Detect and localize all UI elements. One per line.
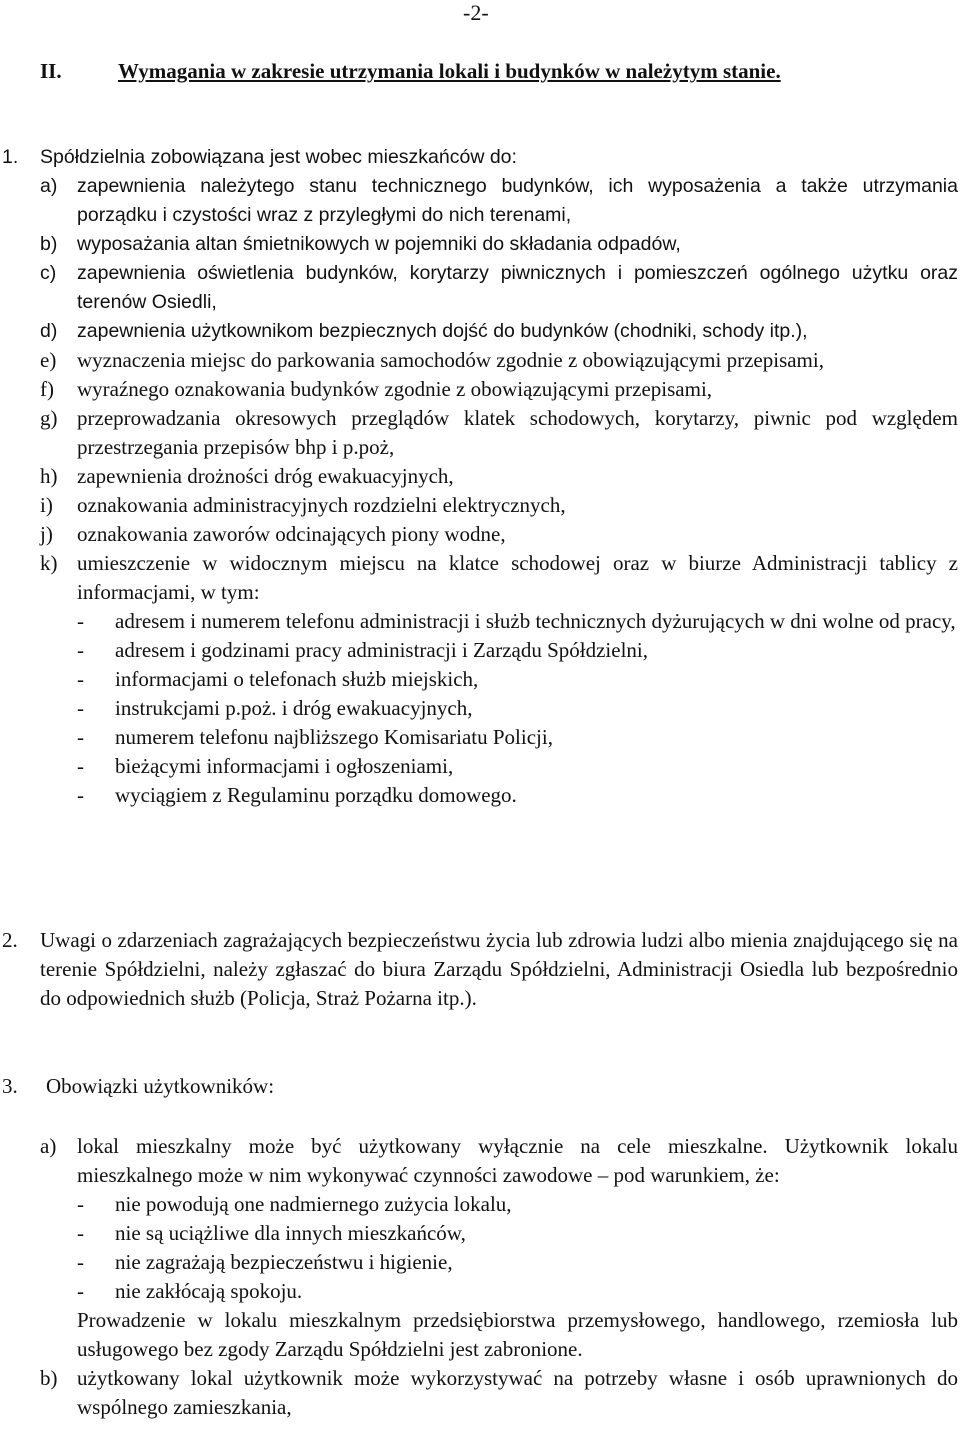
- dash-item: [0, 1190, 960, 1219]
- list-item-text: zapewnienia należytego stanu technicznego budynków, ich wyposażenia a także utrzymania porządku i czystości wraz z przyległymi do nich terenami,: [77, 175, 958, 226]
- point-3-items: [0, 1132, 960, 1422]
- list-item-text: użytkowany lokal użytkownik może wykorzystywać na potrzeby własne i osób uprawnionych do wspólnego zamieszkania,: [77, 1366, 958, 1419]
- list-item: [0, 549, 960, 607]
- point-1-intro: Spółdzielnia zobowiązana jest wobec mieszkańców do:: [40, 146, 517, 168]
- list-item: [0, 230, 960, 259]
- point-2: [0, 926, 960, 1013]
- list-item-label: i): [40, 493, 53, 517]
- list-item: [0, 1132, 960, 1190]
- point-3-number: 3.: [2, 1074, 18, 1098]
- page-number: -2-: [463, 0, 489, 25]
- dash-item: [0, 636, 960, 665]
- list-item-text: wyraźnego oznakowania budynków zgodnie z obowiązującymi przepisami,: [77, 377, 713, 401]
- dash-item-text: adresem i numerem telefonu administracji i służb technicznych dyżurujących w dni wolne od pracy,: [115, 609, 956, 633]
- point-3-title: Obowiązki użytkowników:: [46, 1074, 275, 1098]
- dash-item-text: nie powodują one nadmiernego zużycia lokalu,: [115, 1192, 512, 1216]
- dash-item-text: nie zagrażają bezpieczeństwu i higienie,: [115, 1250, 453, 1274]
- list-item-text: oznakowania zaworów odcinających piony wodne,: [77, 522, 506, 546]
- dash-item-text: wyciągiem z Regulaminu porządku domowego.: [115, 783, 517, 807]
- dash-item: [0, 723, 960, 752]
- dash-mark: -: [77, 725, 84, 749]
- dash-item: [0, 1277, 960, 1306]
- closing-paragraph: Prowadzenie w lokalu mieszkalnym przedsiębiorstwa przemysłowego, handlowego, rzemiosła lub usługowego bez zgody Zarządu Spółdzielni jest zabronione.: [77, 1308, 958, 1361]
- dash-item-text: bieżącymi informacjami i ogłoszeniami,: [115, 754, 454, 778]
- list-item-text: wyposażania altan śmietnikowych w pojemniki do składania odpadów,: [77, 233, 681, 255]
- list-item-label: e): [40, 348, 57, 372]
- list-item: [0, 317, 960, 346]
- section-title: Wymagania w zakresie utrzymania lokali i budynków w należytym stanie.: [118, 59, 781, 83]
- dash-item: [0, 1219, 960, 1248]
- dash-item-text: numerem telefonu najbliższego Komisariatu Policji,: [115, 725, 553, 749]
- dash-mark: -: [77, 1250, 84, 1274]
- list-item-text: zapewnienia użytkownikom bezpiecznych dojść do budynków (chodniki, schody itp.),: [77, 320, 808, 342]
- list-item: [0, 259, 960, 317]
- dash-item-text: instrukcjami p.poż. i dróg ewakuacyjnych,: [115, 696, 473, 720]
- dash-item-text: nie są uciążliwe dla innych mieszkańców,: [115, 1221, 466, 1245]
- list-item: [0, 404, 960, 462]
- dash-mark: -: [77, 667, 84, 691]
- list-item-text: zapewnienia oświetlenia budynków, korytarzy piwnicznych i pomieszczeń ogólnego użytku oraz terenów Osiedli,: [77, 262, 958, 313]
- dash-mark: -: [77, 638, 84, 662]
- point-1: [0, 143, 960, 810]
- list-item-label: g): [40, 406, 58, 430]
- list-item-label: k): [40, 551, 58, 575]
- list-item-label: a): [40, 175, 58, 197]
- list-item-text: zapewnienia drożności dróg ewakuacyjnych,: [77, 464, 454, 488]
- dash-item-text: adresem i godzinami pracy administracji i Zarządu Spółdzielni,: [115, 638, 648, 662]
- dash-mark: -: [77, 754, 84, 778]
- dash-item-text: informacjami o telefonach służb miejskich,: [115, 667, 479, 691]
- list-item-text: oznakowania administracyjnych rozdzielni elektrycznych,: [77, 493, 566, 517]
- list-item: [0, 462, 960, 491]
- dash-item: [0, 752, 960, 781]
- list-item-label: h): [40, 464, 58, 488]
- list-item: [0, 375, 960, 404]
- dash-mark: -: [77, 696, 84, 720]
- dash-item: [0, 694, 960, 723]
- list-item: [0, 520, 960, 549]
- dash-mark: -: [77, 1221, 84, 1245]
- point-2-number: 2.: [2, 928, 18, 952]
- point-2-text: Uwagi o zdarzeniach zagrażających bezpieczeństwu życia lub zdrowia ludzi albo mienia znajdującego się na terenie Spółdzielni, należy zgłaszać do biura Zarządu Spółdzielni, Administracji Osiedla lub bezpośrednio do odpowiednich służb (Policja, Straż Pożarna itp.).: [40, 928, 958, 1010]
- list-item-label: b): [40, 1366, 58, 1390]
- list-item: [0, 172, 960, 230]
- dash-mark: -: [77, 1192, 84, 1216]
- list-item-text: wyznaczenia miejsc do parkowania samochodów zgodnie z obowiązującymi przepisami,: [77, 348, 824, 372]
- point-3: [0, 1072, 960, 1101]
- list-item-text: lokal mieszkalny może być użytkowany wyłącznie na cele mieszkalne. Użytkownik lokalu mieszkalnego może w nim wykonywać czynności zawodowe – pod warunkiem, że:: [77, 1134, 958, 1187]
- dash-item: [0, 781, 960, 810]
- dash-item-text: nie zakłócają spokoju.: [115, 1279, 303, 1303]
- list-item-label: c): [40, 262, 57, 284]
- list-item-label: j): [40, 522, 53, 546]
- dash-mark: -: [77, 1279, 84, 1303]
- list-item: [0, 491, 960, 520]
- section-numeral: II.: [40, 59, 62, 83]
- list-item-label: d): [40, 320, 58, 342]
- dash-item: [0, 665, 960, 694]
- dash-item: [0, 607, 960, 636]
- dash-mark: -: [77, 609, 84, 633]
- list-item-text: przeprowadzania okresowych przeglądów klatek schodowych, korytarzy, piwnic pod względem przestrzegania przepisów bhp i p.poż,: [77, 406, 958, 459]
- point-1-number: 1.: [2, 146, 19, 168]
- section-heading: [40, 57, 940, 86]
- dash-mark: -: [77, 783, 84, 807]
- list-item-label: b): [40, 233, 58, 255]
- list-item-label: f): [40, 377, 54, 401]
- list-item-text: umieszczenie w widocznym miejscu na klatce schodowej oraz w biurze Administracji tablicy z informacjami, w tym:: [77, 551, 958, 604]
- list-item: [0, 1364, 960, 1422]
- dash-item: [0, 1248, 960, 1277]
- list-item: [0, 346, 960, 375]
- list-item-label: a): [40, 1134, 57, 1158]
